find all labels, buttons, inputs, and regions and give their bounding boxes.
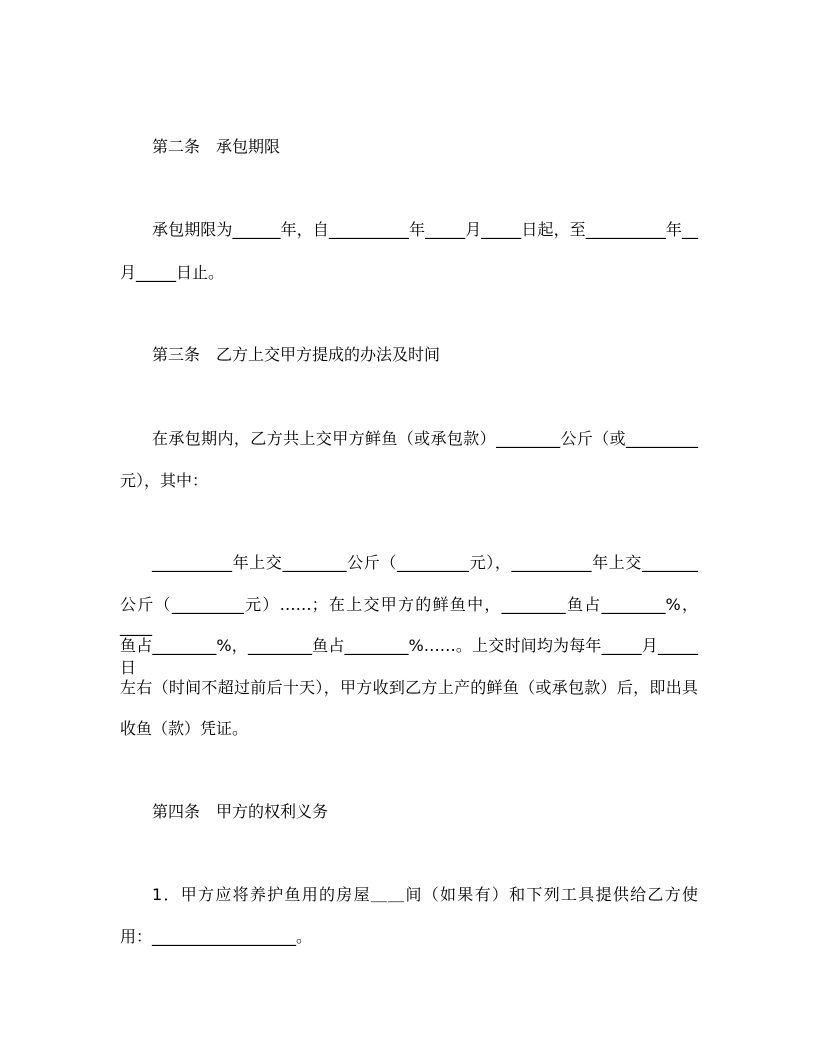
article-3-para-2-line-2: 公斤（_________元）……；在上交甲方的鲜鱼中，________鱼占________%，____ bbox=[120, 595, 698, 636]
article-4-heading: 第四条 甲方的权利义务 bbox=[152, 802, 329, 821]
article-3-heading: 第三条 乙方上交甲方提成的办法及时间 bbox=[152, 345, 441, 364]
article-2-heading: 第二条 承包期限 bbox=[152, 137, 281, 156]
article-3-para-2-line-1: __________年上交________公斤（_________元），__________年上交_______ bbox=[152, 553, 698, 572]
article-3-para-1-line-1: 在承包期内，乙方共上交甲方鲜鱼（或承包款）________公斤（或_________ bbox=[152, 429, 698, 448]
article-3-para-2-line-3: 鱼占________%，________鱼占________%……。上交时间均为每年_____月_____日 bbox=[120, 636, 698, 677]
article-2-line-1: 承包期限为______年，自__________年_____月_____日起，至__________年__ bbox=[152, 220, 698, 239]
article-3-para-2-line-5: 收鱼（款）凭证。 bbox=[120, 719, 249, 738]
article-4-item-1-line-1: 1．甲方应将养护鱼用的房屋＿＿间（如果有）和下列工具提供给乙方使 bbox=[152, 885, 698, 904]
article-4-item-1-line-2: 用：__________________。 bbox=[120, 927, 313, 946]
article-3-para-2-line-4: 左右（时间不超过前后十天），甲方收到乙方上产的鲜鱼（或承包款）后，即出具 bbox=[120, 678, 698, 697]
article-3-para-1-line-2: 元），其中： bbox=[120, 471, 209, 490]
article-2-line-2: 月_____日止。 bbox=[120, 263, 225, 282]
